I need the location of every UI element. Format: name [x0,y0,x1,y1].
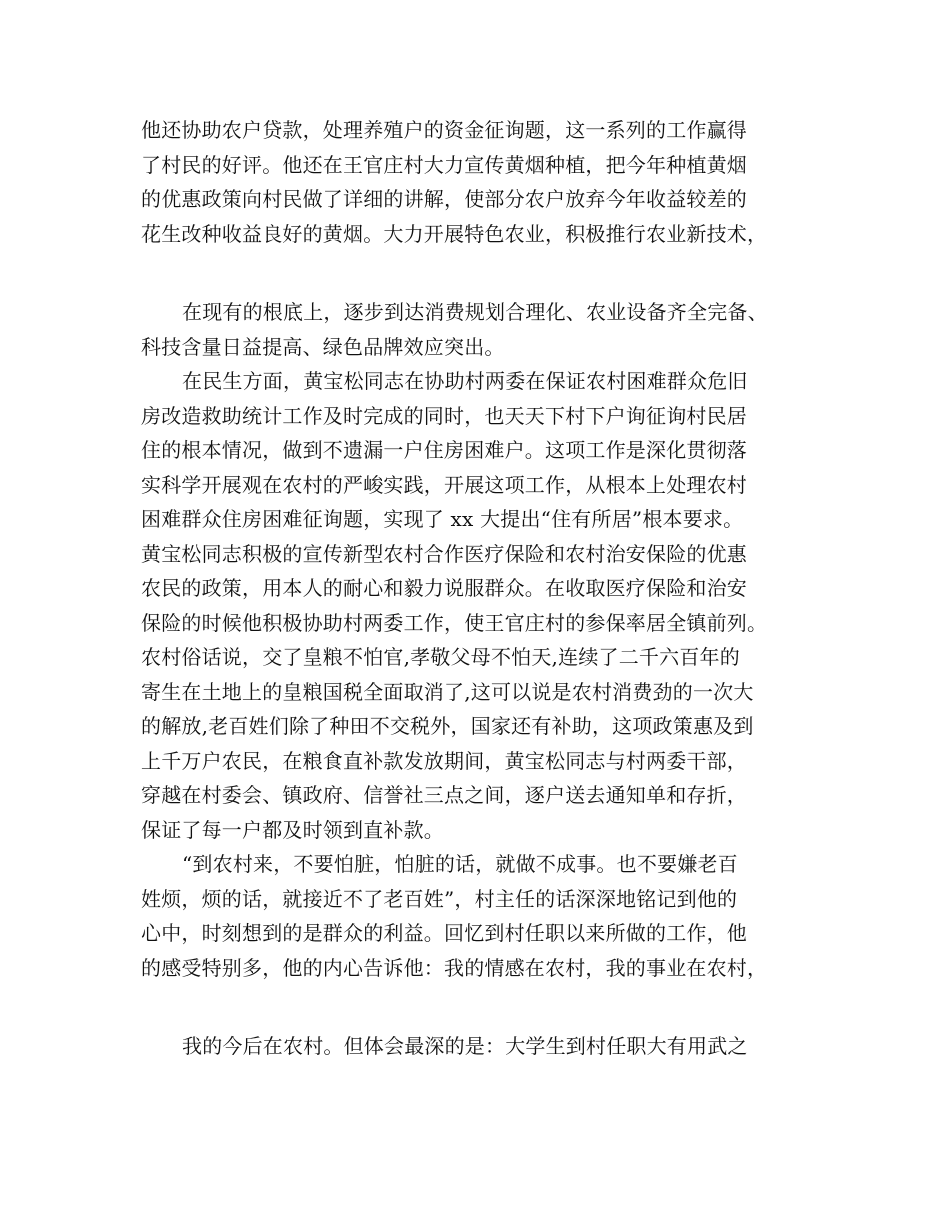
paragraph-5 [141,1029,821,1064]
text-line: 在现有的根底上，逐步到达消费规划合理化、农业设备齐全完备、 [182,300,768,324]
paragraph-4 [141,847,821,985]
text-line: 黄宝松同志积极的宣传新型农村合作医疗保险和农村治安保险的优惠 [141,541,747,566]
text-line: 保险的时候他积极协助村两委工作，使王官庄村的参保率居全镇前列。 [141,610,768,635]
text-line: 姓烦，烦的话，就接近不了老百姓”，村主任的话深深地铭记到他的 [141,886,738,911]
text-line: 在民生方面，黄宝松同志在协助村两委在保证农村困难群众危旧 [182,369,748,393]
text-line: 的解放,老百姓们除了种田不交税外，国家还有补助，这项政策惠及到 [141,714,754,738]
text-line: 房改造救助统计工作及时完成的同时，也天天下村下户询征询村民居 [141,403,747,428]
paragraph-3 [141,364,821,847]
paragraph-2 [141,295,821,364]
paragraph-gap [141,985,821,1029]
text-line: 保证了每一户都及时领到直补款。 [141,817,444,842]
paragraph-1 [141,113,821,251]
text-line: 上千万户农民，在粮食直补款发放期间，黄宝松同志与村两委干部， [141,748,747,773]
text-line: 穿越在村委会、镇政府、信誉社三点之间，逐户送去通知单和存折， [141,783,747,807]
text-line: 花生改种收益良好的黄烟。大力开展特色农业，积极推行农业新技术， [141,221,768,246]
text-line: “到农村来，不要怕脏，怕脏的话，就做不成事。也不要嫌老百 [182,852,738,876]
text-line: 了村民的好评。他还在王官庄村大力宣传黄烟种植，把今年种植黄烟 [141,152,747,177]
text-line: 寄生在土地上的皇粮国税全面取消了,这可以说是农村消费劲的一次大 [141,679,754,704]
document-page [141,113,821,1064]
text-line: 我的今后在农村。但体会最深的是：大学生到村任职大有用武之 [182,1034,748,1058]
paragraph-gap [141,251,821,295]
text-line: 住的根本情况，做到不遗漏一户住房困难户。这项工作是深化贯彻落 [141,438,747,462]
text-line: 农民的政策，用本人的耐心和毅力说服群众。在收取医疗保险和治安 [141,576,747,600]
text-line: 科技含量日益提高、绿色品牌效应突出。 [141,334,505,359]
text-line: 的优惠政策向村民做了详细的讲解，使部分农户放弃今年收益较差的 [141,187,747,211]
text-line: 实科学开展观在农村的严峻实践，开展这项工作，从根本上处理农村 [141,472,747,497]
text-line: 的感受特别多，他的内心告诉他：我的情感在农村，我的事业在农村， [141,955,768,980]
text-line: 心中，时刻想到的是群众的利益。回忆到村任职以来所做的工作，他 [141,921,747,945]
text-line: 农村俗话说，交了皇粮不怕官,孝敬父母不怕天,连续了二千六百年的 [141,645,740,669]
text-line: 他还协助农户贷款，处理养殖户的资金征询题，这一系列的工作赢得 [141,118,747,142]
text-line: 困难群众住房困难征询题，实现了 xx 大提出“住有所居”根本要求。 [141,507,744,531]
